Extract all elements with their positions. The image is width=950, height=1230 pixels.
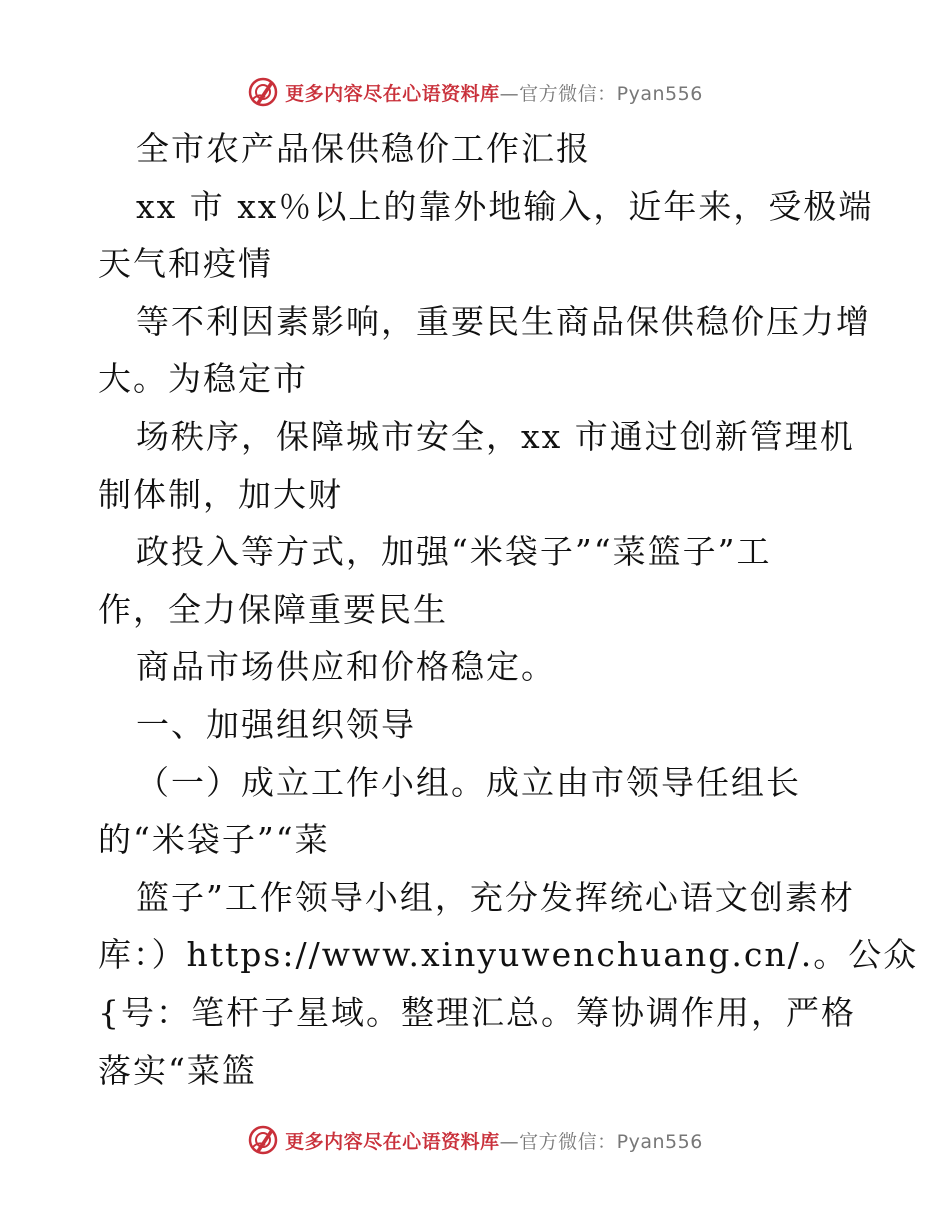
watermark-red-text: 更多内容尽在心语资料库: [285, 1130, 500, 1153]
watermark-text: [285, 1127, 703, 1154]
paragraph-line: 作，全力保障重要民生: [98, 589, 448, 629]
paragraph-line: 篮子”工作领导小组，充分发挥统心语文创素材: [136, 877, 855, 917]
section-heading: 一、加强组织领导: [136, 704, 416, 744]
subsection-heading: （一）成立工作小组。成立由市领导任组长: [136, 762, 801, 802]
paragraph-line: 商品市场供应和价格稳定。: [136, 647, 556, 687]
brand-logo-icon: [247, 76, 279, 108]
paragraph-line: 制体制，加大财: [98, 474, 343, 514]
header-watermark: [0, 72, 950, 112]
paragraph-line: {号：笔杆子星域。整理汇总。筹协调作用，严格: [98, 992, 856, 1032]
paragraph-line: 政投入等方式，加强“米袋子”“菜篮子”工: [136, 532, 772, 572]
paragraph-line: xx 市 xx％以上的靠外地输入，近年来，受极端: [136, 186, 874, 226]
footer-watermark: [0, 1120, 950, 1160]
document-body: [98, 120, 919, 1099]
paragraph-line: 场秩序，保障城市安全，xx 市通过创新管理机: [136, 416, 855, 456]
paragraph-line: 落实“菜篮: [98, 1050, 257, 1090]
watermark-text: [285, 79, 703, 106]
document-title: 全市农产品保供稳价工作汇报: [136, 129, 591, 168]
paragraph-line: 的“米袋子”“菜: [98, 820, 330, 860]
brand-logo-icon: [247, 1124, 279, 1156]
paragraph-line: 等不利因素影响，重要民生商品保供稳价压力增: [136, 301, 871, 341]
paragraph-line-url: 库：）https://www.xinyuwenchuang.cn/.。公众: [98, 935, 919, 975]
watermark-gray-text: —官方微信：Pyan556: [499, 82, 703, 105]
paragraph-line: 大。为稳定市: [98, 359, 308, 399]
watermark-gray-text: —官方微信：Pyan556: [499, 1130, 703, 1153]
paragraph-line: 天气和疫情: [98, 244, 273, 284]
watermark-red-text: 更多内容尽在心语资料库: [285, 82, 500, 105]
